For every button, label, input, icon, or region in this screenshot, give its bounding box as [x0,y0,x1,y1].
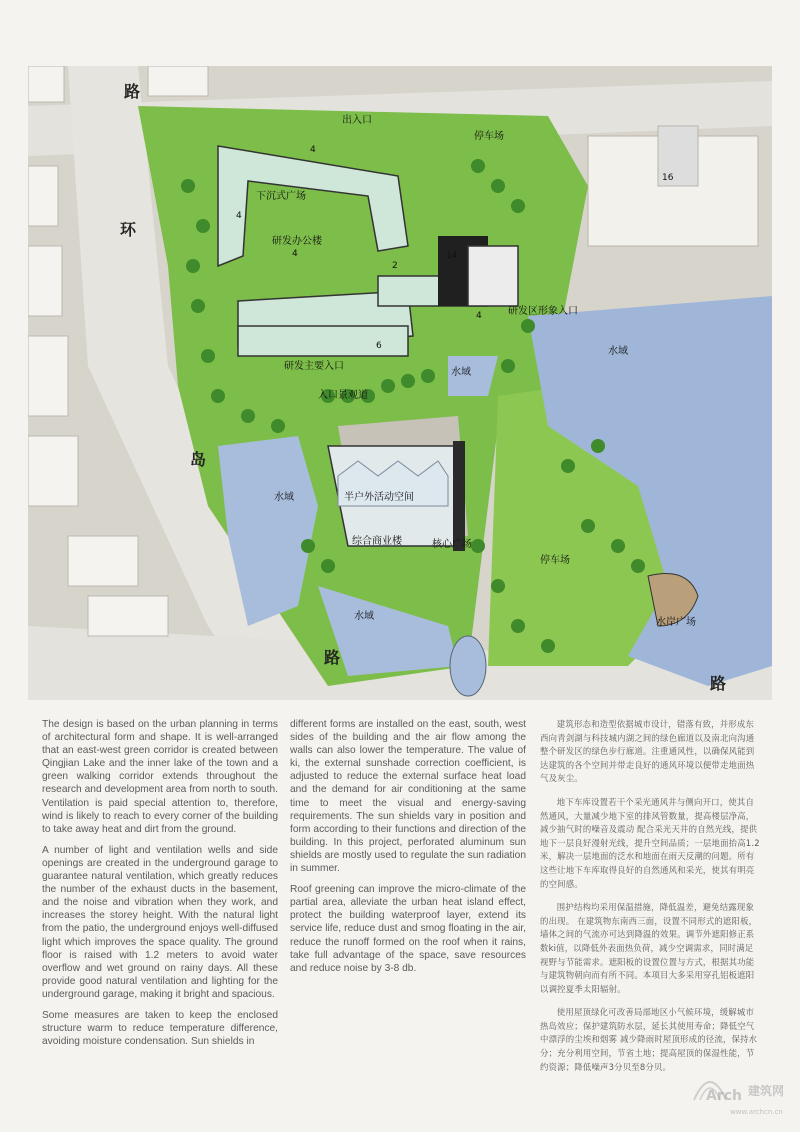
floor-number: 14 [446,251,458,261]
label-parking-right: 停车场 [540,555,570,566]
label-water-bottom: 水域 [354,611,374,622]
english-text-column-1 [42,718,278,1056]
label-water-small: 水域 [451,367,471,378]
label-rd-main-entrance: 研发主要入口 [284,361,344,372]
label-sunken-plaza: 下沉式广场 [256,191,306,202]
label-commercial: 综合商业楼 [352,536,402,547]
floor-number: 4 [310,145,316,155]
label-core-plaza: 核心广场 [432,539,472,550]
watermark-brand: Arch [706,1088,743,1104]
floor-number: 6 [376,341,382,351]
label-rd-image-entrance: 研发区形象入口 [508,306,578,317]
label-rd-office: 研发办公楼 [272,236,322,247]
paragraph: 建筑形态和造型依据城市设计，错落有致，并形成东西向青剑湖与科技城内湖之间的绿色廊道以及南北向沟通整个研发区的绿色步行廊道。注重通风性，以确保风能到达建筑的各个空间并带走良好的通风环境以便带走地面热气及灰尘。 [540,719,755,784]
label-waterfront-plaza: 水岸广场 [656,617,696,628]
label-semi-outdoor: 半户外活动空间 [344,492,414,503]
label-parking-top: 停车场 [474,131,504,142]
paragraph: The design is based on the urban planning in terms of architectural form and shape. It is well-arranged that an east-west green corridor is created between Qingjian Lake and the inner lake of the town and a green walking corridor extends throughout the research and development area from north to south. Ventilation is paid special attention to, therefore, wind is likely to reach to every corner of the building to take away heat and dirt from the ground. [42,719,278,835]
label-water-main: 水域 [608,346,628,357]
english-text-column-2 [290,718,526,983]
paragraph: Some measures are taken to keep the enclosed structure warm to reduce temperature difference, avoiding moisture condensation. Sun shields in [42,1009,278,1048]
paragraph: 围护结构均采用保温措施，降低温差，避免结露现象的出现。 在建筑物东南西三面，设置不同形式的遮阳板，墙体之间的气流亦可达到降温的效果。调节外遮阳修正系数ki值，以降低外表面热负荷，减少空调需求，同时满足视野与节能需求。遮阳板的设置位置与方式，根据其功能与建筑物朝向而有所不同。本项目大多采用穿孔铝板遮阳以调控夏季太阳辐射。 [540,902,758,994]
label-main-entrance: 出入口 [342,115,372,126]
floor-number: 4 [292,249,298,259]
label-entrance-avenue: 入口景观道 [318,390,368,401]
paragraph: A number of light and ventilation wells and side openings are created in the underground garage to guarantee natural ventilation, which greatly reduces the number of the exhaust ducts in the basement, and the noise and vibration when they work, and increases the storey height. With the natural light from the patio, the underground enjoys well-diffused light which improves the space quality. The ground floor is raised with 1.2 meters to avoid water overflow and wet ground on rainy days. All these provide good natural ventilation and lighting for the underground garage, making it bright and spacious. [42,844,278,1000]
site-plan-image [28,66,772,700]
road-label-top: 路 [124,82,141,101]
site-plan-drawing [28,66,772,700]
paragraph: Roof greening can improve the micro-climate of the partial area, alleviate the urban heat island effect, protect the building waterproof layer, extend its service life, reduce dust and smog floating in the air, reduce the runoff formed on the roof when it rains, take full advantage of the space, save resources and reduce noise by 3-8 db. [290,884,526,974]
road-label-ring: 环 [120,220,137,239]
paragraph: different forms are installed on the east, south, west sides of the building and the air flow among the walls can also lower the temperature. The value of ki, the external sunshade correction coefficient, is adjusted to reduce the external surface heat load and the demand for air conditioning at the same time to meet the visual and energy-saving requirements. The sun shields vary in position and form according to their functions and direction of the building. In this project, perforated aluminum sun shields are mostly used to regulate the sun radiation in summer. [290,719,526,875]
road-label-bottom-right: 路 [710,674,727,693]
floor-number: 4 [236,211,242,221]
label-water-left: 水域 [274,492,294,503]
floor-number: 16 [662,173,674,183]
paragraph: 地下车库设置若干个采光通风井与侧向开口，使其自然通风，大量减少地下室的排风管数量，提高楼层净高，减少抽气时的噪音及震动 配合采光天井的自然光线，提供地下一层良好漫射光线，提升空间品质；一层地面抬高1.2米，解决一层地面的泛水和地面在雨天反潮的问题。所有这些让地下车库取得良好的自然通风和采光，使其有明亮的空间感。 [540,796,760,889]
road-label-bottom: 路 [324,648,341,667]
floor-number: 2 [392,261,398,271]
chinese-text-column [540,718,760,1084]
paragraph: 使用屋顶绿化可改善局部地区小气候环境，缓解城市热岛效应；保护建筑防水层，延长其使用寿命；降低空气中漂浮的尘埃和烟雾 减少降雨时屋顶形成的径流，保持水分；充分利用空间，节省土地；提高屋顶的保湿性能，节约资源；降低噪声3分贝至8分贝。 [540,1007,758,1072]
watermark-brand-cn: 建筑网 [748,1084,785,1098]
watermark-url: www.archcn.cn [730,1108,783,1116]
road-label-island: 岛 [190,450,207,469]
watermark-logo [690,1068,790,1122]
floor-number: 4 [476,311,482,321]
